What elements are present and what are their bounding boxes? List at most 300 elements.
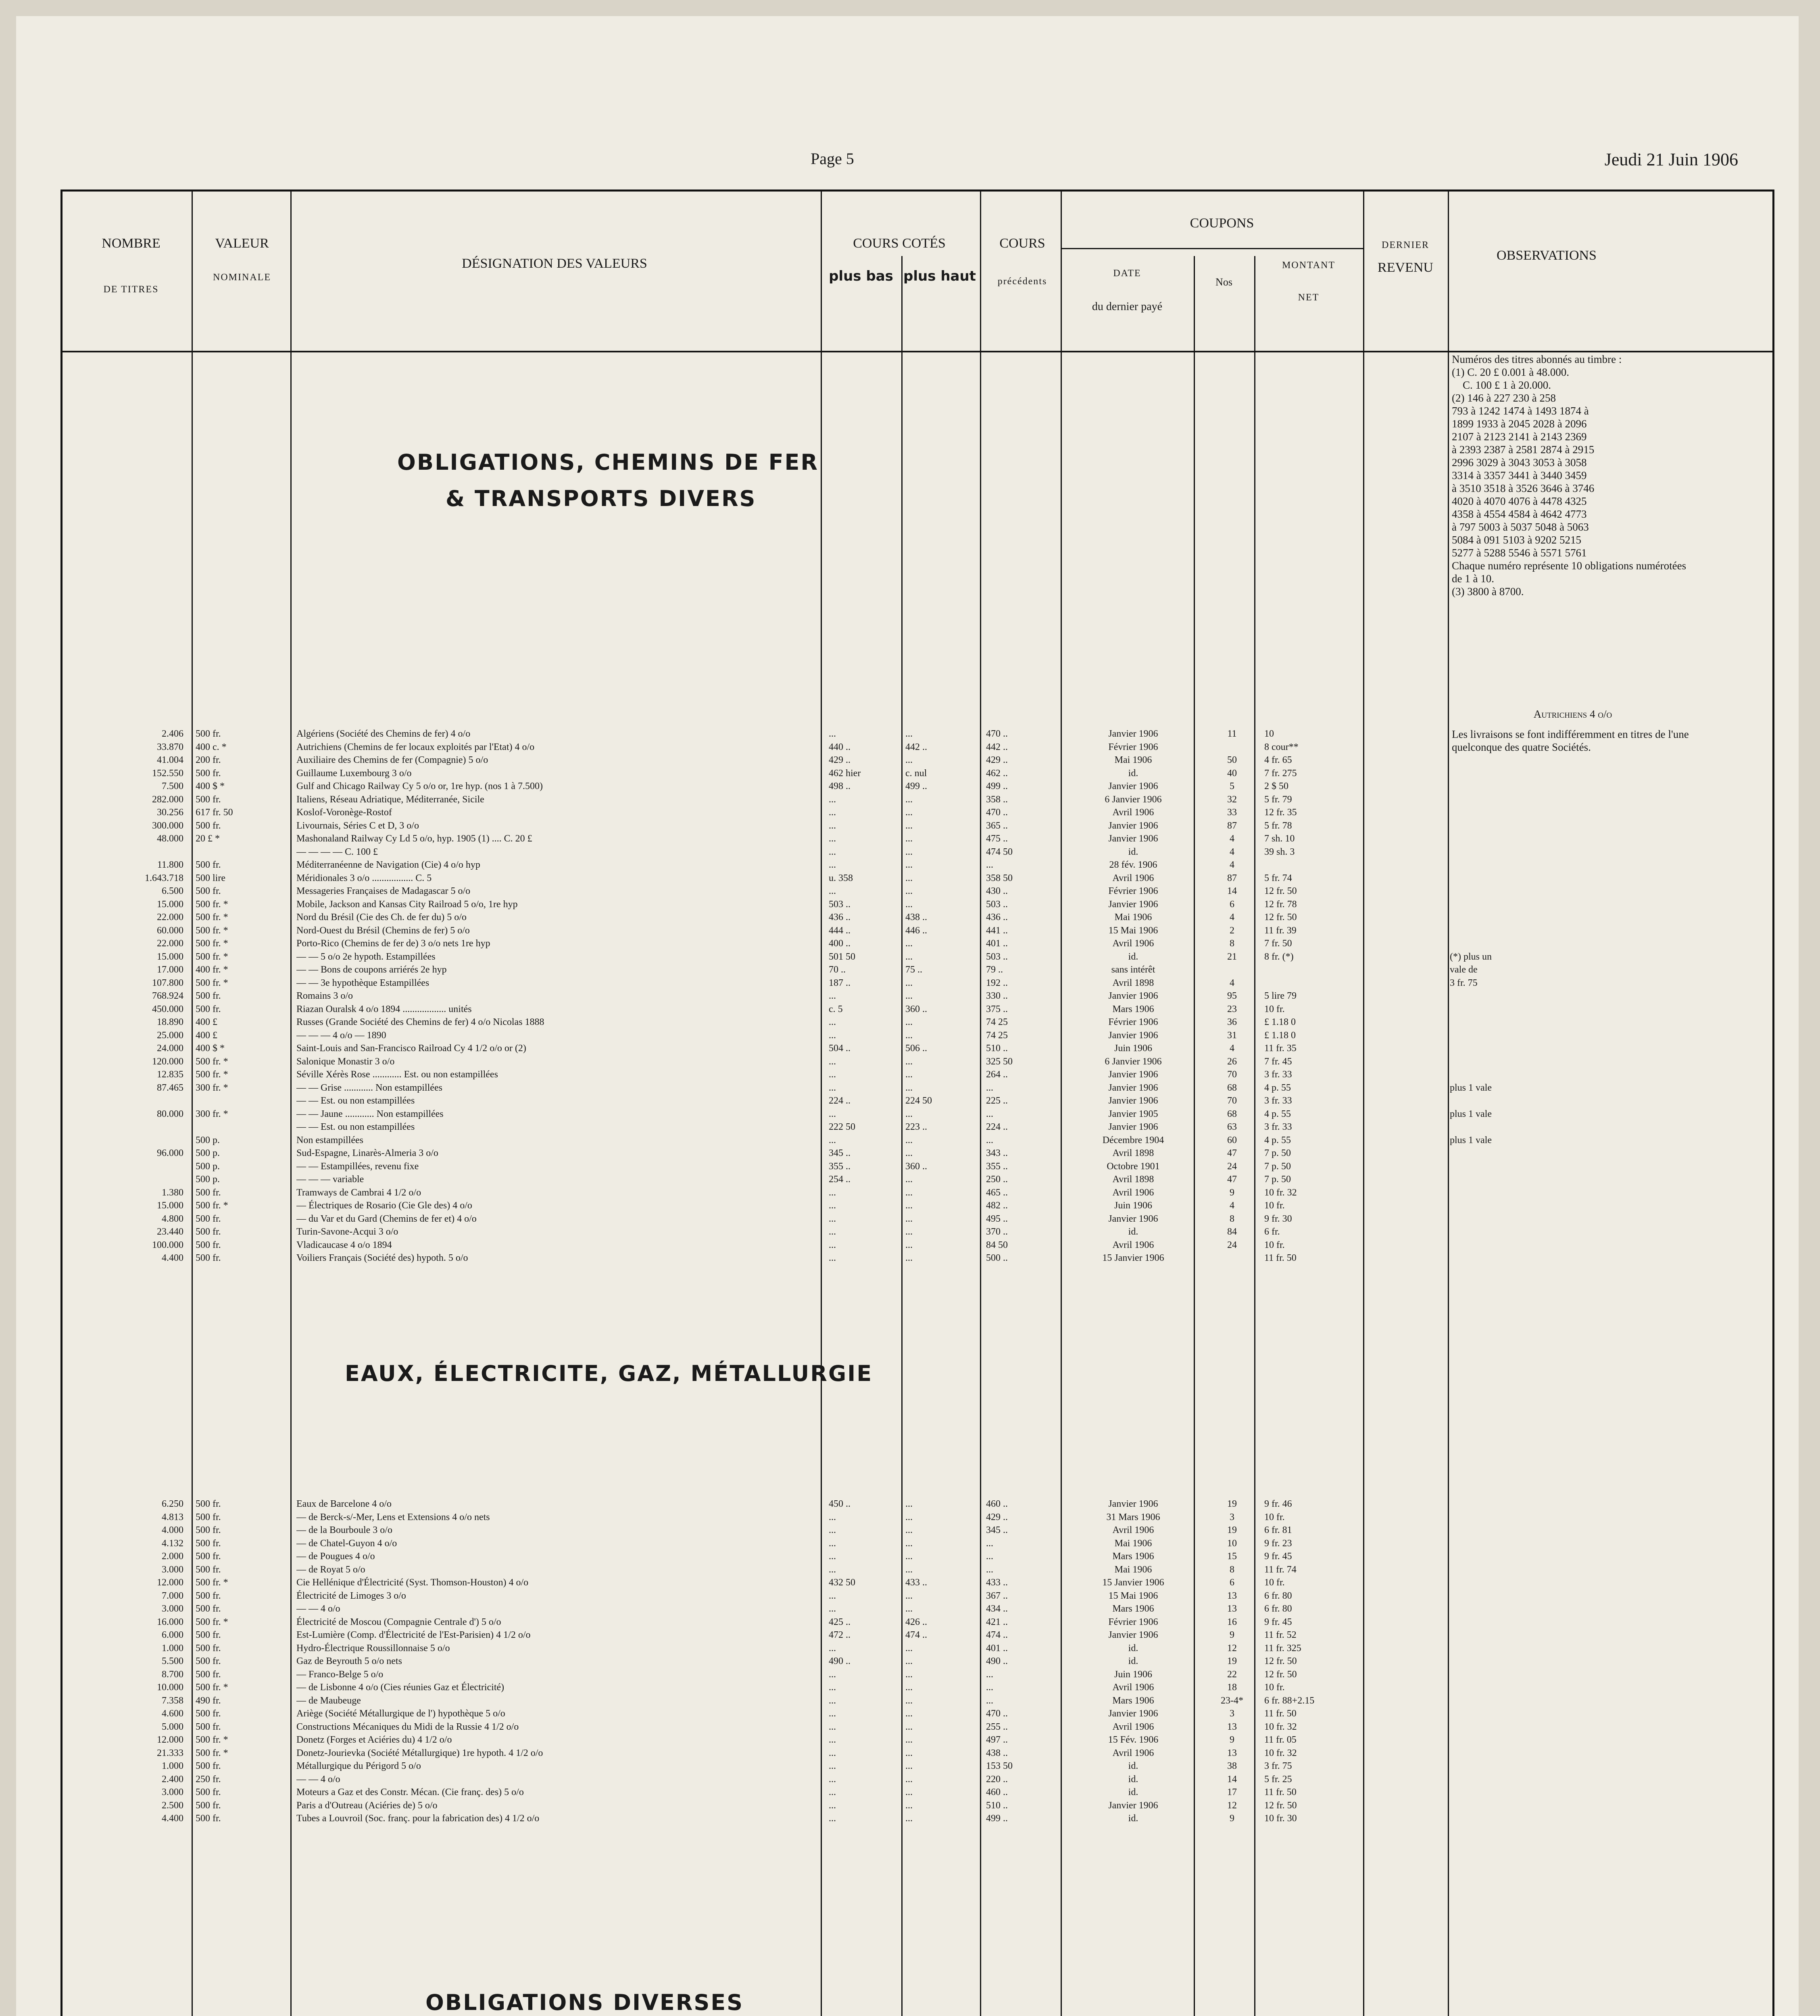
- cell-designation: Guillaume Luxembourg 3 o/o: [296, 768, 412, 779]
- cell-coupon-montant: 12 fr. 35: [1264, 807, 1297, 818]
- cell-coupon-date: Avril 1898: [1112, 1174, 1154, 1185]
- cell-cours-precedents: 475 ..: [986, 833, 1008, 844]
- cell-coupon-date: 15 Janvier 1906: [1102, 1253, 1164, 1263]
- cell-coupon-montant: 7 p. 50: [1264, 1148, 1291, 1158]
- cell-coupon-numero: 11: [1227, 729, 1237, 739]
- table-row: [63, 1760, 1772, 1772]
- cell-nombre: 1.380: [162, 1187, 183, 1198]
- table-row: [63, 1213, 1772, 1225]
- cell-valeur: 500 fr. *: [196, 1200, 228, 1211]
- cell-cours-bas: u. 358: [829, 873, 853, 883]
- cell-coupon-date: Janvier 1906: [1108, 729, 1158, 739]
- cell-nombre: 22.000: [157, 938, 183, 949]
- cell-designation: Métallurgique du Périgord 5 o/o: [296, 1761, 421, 1771]
- cell-coupon-numero: 6: [1230, 899, 1234, 910]
- cell-coupon-montant: 6 fr.: [1264, 1227, 1280, 1237]
- header-observations: OBSERVATIONS: [1497, 248, 1597, 263]
- cell-cours-haut: ...: [905, 1695, 913, 1706]
- cell-valeur: 250 fr.: [196, 1774, 221, 1785]
- section-title-eaux-electricite: EAUX, ÉLECTRICITE, GAZ, MÉTALLURGIE: [345, 1361, 873, 1386]
- cell-cours-bas: 432 50: [829, 1577, 855, 1588]
- cell-coupon-numero: 9: [1230, 1187, 1234, 1198]
- cell-cours-haut: ...: [905, 1187, 913, 1198]
- cell-nombre: 30.256: [157, 807, 183, 818]
- table-row: [63, 1786, 1772, 1798]
- cell-cours-haut: ...: [905, 1174, 913, 1185]
- cell-coupon-date: Juin 1906: [1114, 1200, 1152, 1211]
- table-row: [63, 1160, 1772, 1173]
- cell-nombre: 24.000: [157, 1043, 183, 1054]
- cell-valeur: 500 fr.: [196, 1239, 221, 1250]
- cell-coupon-date: id.: [1128, 1787, 1138, 1797]
- cell-valeur: 500 fr.: [196, 1499, 221, 1509]
- cell-observation: plus 1 vale: [1450, 1135, 1492, 1145]
- header-plus-bas: plus bas: [829, 268, 893, 284]
- cell-coupon-date: Juin 1906: [1114, 1669, 1152, 1680]
- cell-coupon-date: Janvier 1905: [1108, 1108, 1158, 1119]
- header-cours: COURS: [999, 236, 1045, 251]
- cell-cours-precedents: 429 ..: [986, 755, 1008, 765]
- cell-coupon-numero: 22: [1227, 1669, 1237, 1680]
- cell-nombre: 12.835: [157, 1069, 183, 1080]
- cell-coupon-montant: 5 lire 79: [1264, 991, 1297, 1001]
- cell-cours-haut: ...: [905, 886, 913, 896]
- cell-coupon-date: Avril 1906: [1112, 1239, 1154, 1250]
- table-row: [63, 964, 1772, 976]
- table-row: [63, 1734, 1772, 1746]
- cell-coupon-date: id.: [1128, 1774, 1138, 1785]
- cell-cours-haut: ...: [905, 1108, 913, 1119]
- cell-coupon-numero: 24: [1227, 1161, 1237, 1172]
- cell-coupon-montant: 4 p. 55: [1264, 1108, 1291, 1119]
- cell-coupon-date: Janvier 1906: [1108, 1082, 1158, 1093]
- cell-coupon-montant: 6 fr. 80: [1264, 1604, 1292, 1614]
- cell-designation: Sud-Espagne, Linarès-Almeria 3 o/o: [296, 1148, 438, 1158]
- cell-coupon-montant: 10 fr.: [1264, 1004, 1285, 1014]
- cell-coupon-date: id.: [1128, 1643, 1138, 1654]
- cell-cours-bas: ...: [829, 1082, 836, 1093]
- cell-coupon-date: Janvier 1906: [1108, 1122, 1158, 1132]
- cell-cours-precedents: 474 ..: [986, 1630, 1008, 1640]
- cell-valeur: 500 fr. *: [196, 938, 228, 949]
- cell-designation: — — — — C. 100 £: [296, 846, 378, 857]
- cell-cours-precedents: 436 ..: [986, 912, 1008, 923]
- cell-designation: — de Chatel-Guyon 4 o/o: [296, 1538, 397, 1549]
- cell-coupon-montant: 12 fr. 50: [1264, 886, 1297, 896]
- cell-coupon-date: Avril 1906: [1112, 1721, 1154, 1732]
- cell-cours-precedents: 510 ..: [986, 1043, 1008, 1054]
- cell-nombre: 87.465: [157, 1082, 183, 1093]
- cell-valeur: 500 fr.: [196, 1538, 221, 1549]
- cell-nombre: 5.500: [162, 1656, 183, 1666]
- cell-cours-bas: ...: [829, 1590, 836, 1601]
- cell-valeur: 500 fr.: [196, 820, 221, 831]
- cell-valeur: 500 fr.: [196, 860, 221, 870]
- table-row: [63, 925, 1772, 937]
- header-net: NET: [1298, 292, 1320, 303]
- cell-coupon-numero: 87: [1227, 873, 1237, 883]
- cell-designation: Italiens, Réseau Adriatique, Méditerranée, Sicile: [296, 794, 484, 805]
- cell-designation: — — 5 o/o 2e hypoth. Estampillées: [296, 951, 436, 962]
- cell-cours-bas: c. 5: [829, 1004, 843, 1014]
- cell-coupon-montant: 10: [1264, 729, 1274, 739]
- cell-designation: Ariège (Société Métallurgique de l') hypothèque 5 o/o: [296, 1708, 505, 1719]
- cell-nombre: 11.800: [157, 860, 183, 870]
- cell-nombre: 120.000: [152, 1056, 183, 1067]
- cell-cours-precedents: ...: [986, 1695, 993, 1706]
- section-title-chemins-de-fer: OBLIGATIONS, CHEMINS DE FER: [397, 450, 819, 475]
- cell-cours-precedents: 264 ..: [986, 1069, 1008, 1080]
- table-row: [63, 1187, 1772, 1199]
- cell-cours-precedents: 433 ..: [986, 1577, 1008, 1588]
- cell-coupon-date: id.: [1128, 846, 1138, 857]
- cell-coupon-montant: 10 fr. 32: [1264, 1721, 1297, 1732]
- cell-cours-haut: ...: [905, 1761, 913, 1771]
- cell-coupon-numero: 23-4*: [1221, 1695, 1243, 1706]
- cell-cours-precedents: 401 ..: [986, 938, 1008, 949]
- cell-cours-bas: ...: [829, 1708, 836, 1719]
- cell-coupon-numero: 19: [1227, 1525, 1237, 1535]
- cell-coupon-date: Janvier 1906: [1108, 1630, 1158, 1640]
- cell-cours-haut: ...: [905, 1239, 913, 1250]
- cell-designation: — — Estampillées, revenu fixe: [296, 1161, 419, 1172]
- cell-coupon-numero: 50: [1227, 755, 1237, 765]
- cell-coupon-montant: 9 fr. 30: [1264, 1213, 1292, 1224]
- cell-coupon-numero: 10: [1227, 1538, 1237, 1549]
- cell-cours-haut: ...: [905, 1056, 913, 1067]
- cell-designation: Donetz (Forges et Aciéries du) 4 1/2 o/o: [296, 1735, 452, 1745]
- cell-coupon-date: Juin 1906: [1114, 1043, 1152, 1054]
- table-row: [63, 1134, 1772, 1146]
- cell-cours-bas: ...: [829, 1800, 836, 1811]
- cell-coupon-date: Janvier 1906: [1108, 899, 1158, 910]
- cell-cours-haut: c. nul: [905, 768, 927, 779]
- cell-coupon-date: sans intérêt: [1111, 964, 1155, 975]
- cell-cours-bas: ...: [829, 1187, 836, 1198]
- cell-cours-haut: ...: [905, 1708, 913, 1719]
- cell-nombre: 4.400: [162, 1813, 183, 1824]
- cell-valeur: 500 fr.: [196, 794, 221, 805]
- cell-coupon-date: Février 1906: [1108, 1616, 1158, 1627]
- cell-valeur: 500 fr. *: [196, 977, 228, 988]
- cell-cours-precedents: 74 25: [986, 1017, 1008, 1027]
- table-row: [63, 911, 1772, 923]
- cell-coupon-numero: 6: [1230, 1577, 1234, 1588]
- cell-cours-bas: ...: [829, 833, 836, 844]
- cell-coupon-date: Janvier 1906: [1108, 1499, 1158, 1509]
- cell-cours-precedents: ...: [986, 1682, 993, 1693]
- cell-cours-bas: 504 ..: [829, 1043, 851, 1054]
- cell-nombre: 22.000: [157, 912, 183, 923]
- cell-cours-bas: 429 ..: [829, 755, 851, 765]
- cell-coupon-montant: 3 fr. 75: [1264, 1761, 1292, 1771]
- cell-cours-bas: ...: [829, 886, 836, 896]
- cell-cours-haut: ...: [905, 1604, 913, 1614]
- cell-cours-precedents: 499 ..: [986, 781, 1008, 791]
- cell-cours-bas: ...: [829, 1747, 836, 1758]
- cell-coupon-numero: 9: [1230, 1630, 1234, 1640]
- cell-cours-precedents: 365 ..: [986, 820, 1008, 831]
- cell-cours-bas: ...: [829, 1682, 836, 1693]
- cell-coupon-numero: 70: [1227, 1069, 1237, 1080]
- cell-nombre: 1.000: [162, 1643, 183, 1654]
- cell-coupon-date: id.: [1128, 1227, 1138, 1237]
- cell-cours-precedents: 343 ..: [986, 1148, 1008, 1158]
- cell-coupon-numero: 13: [1227, 1721, 1237, 1732]
- cell-valeur: 500 fr.: [196, 1253, 221, 1263]
- cell-nombre: 33.870: [157, 741, 183, 752]
- cell-cours-precedents: 401 ..: [986, 1643, 1008, 1654]
- cell-coupon-montant: 4 p. 55: [1264, 1082, 1291, 1093]
- table-row: [63, 1812, 1772, 1824]
- cell-designation: Romains 3 o/o: [296, 991, 353, 1001]
- cell-cours-bas: ...: [829, 1056, 836, 1067]
- cell-coupon-numero: 32: [1227, 794, 1237, 805]
- cell-designation: Nord-Ouest du Brésil (Chemins de fer) 5 o/o: [296, 925, 470, 936]
- cell-coupon-montant: 3 fr. 33: [1264, 1069, 1292, 1080]
- cell-cours-haut: ...: [905, 873, 913, 883]
- header-montant: MONTANT: [1282, 260, 1336, 271]
- cell-coupon-montant: 4 fr. 65: [1264, 755, 1292, 765]
- cell-cours-haut: ...: [905, 820, 913, 831]
- table-row: [63, 1108, 1772, 1120]
- cell-cours-bas: ...: [829, 1239, 836, 1250]
- cell-coupon-montant: 6 fr. 80: [1264, 1590, 1292, 1601]
- cell-coupon-numero: 95: [1227, 991, 1237, 1001]
- cell-coupon-numero: 2: [1230, 925, 1234, 936]
- table-row: [63, 1655, 1772, 1667]
- cell-designation: Algériens (Société des Chemins de fer) 4 o/o: [296, 729, 471, 739]
- cell-designation: Vladicaucase 4 o/o 1894: [296, 1239, 392, 1250]
- cell-coupon-date: 6 Janvier 1906: [1105, 794, 1162, 805]
- cell-nombre: 3.000: [162, 1604, 183, 1614]
- cell-coupon-date: Mars 1906: [1112, 1604, 1154, 1614]
- cell-cours-haut: 360 ..: [905, 1004, 927, 1014]
- cell-coupon-date: Avril 1906: [1112, 1682, 1154, 1693]
- table-row: [63, 951, 1772, 963]
- issue-date: Jeudi 21 Juin 1906: [1604, 150, 1738, 169]
- cell-cours-precedents: 370 ..: [986, 1227, 1008, 1237]
- cell-coupon-date: Janvier 1906: [1108, 1030, 1158, 1041]
- cell-coupon-montant: 6 fr. 81: [1264, 1525, 1292, 1535]
- cell-cours-bas: 70 ..: [829, 964, 846, 975]
- cell-coupon-montant: 10 fr. 30: [1264, 1813, 1297, 1824]
- cell-coupon-numero: 9: [1230, 1813, 1234, 1824]
- cell-cours-bas: ...: [829, 991, 836, 1001]
- cell-designation: Livournais, Séries C et D, 3 o/o: [296, 820, 419, 831]
- cell-coupon-montant: 8 fr. (*): [1264, 951, 1294, 962]
- table-row: [63, 1082, 1772, 1094]
- table-row: [63, 859, 1772, 871]
- cell-designation: — Franco-Belge 5 o/o: [296, 1669, 384, 1680]
- cell-coupon-montant: 4 p. 55: [1264, 1135, 1291, 1145]
- cell-nombre: 8.700: [162, 1669, 183, 1680]
- cell-valeur: 500 fr.: [196, 1669, 221, 1680]
- cell-cours-bas: ...: [829, 1564, 836, 1575]
- cell-coupon-numero: 9: [1230, 1735, 1234, 1745]
- cell-coupon-montant: 6 fr. 88+2.15: [1264, 1695, 1315, 1706]
- cell-coupon-montant: 9 fr. 45: [1264, 1551, 1292, 1562]
- table-row: [63, 1524, 1772, 1536]
- cell-cours-haut: 433 ..: [905, 1577, 927, 1588]
- table-row: [63, 1577, 1772, 1589]
- cell-coupon-numero: 63: [1227, 1122, 1237, 1132]
- cell-coupon-numero: 18: [1227, 1682, 1237, 1693]
- cell-cours-precedents: 345 ..: [986, 1525, 1008, 1535]
- cell-coupon-date: Janvier 1906: [1108, 820, 1158, 831]
- cell-coupon-numero: 70: [1227, 1095, 1237, 1106]
- cell-cours-bas: ...: [829, 1253, 836, 1263]
- cell-cours-bas: ...: [829, 1538, 836, 1549]
- cell-valeur: 500 fr.: [196, 1761, 221, 1771]
- cell-coupon-date: Avril 1906: [1112, 807, 1154, 818]
- cell-cours-bas: ...: [829, 807, 836, 818]
- cell-nombre: 4.000: [162, 1525, 183, 1535]
- cell-designation: Riazan Ouralsk 4 o/o 1894 .................. unités: [296, 1004, 472, 1014]
- cell-coupon-montant: 7 fr. 45: [1264, 1056, 1292, 1067]
- cell-designation: — de Lisbonne 4 o/o (Cies réunies Gaz et Électricité): [296, 1682, 505, 1693]
- cell-valeur: 500 fr. *: [196, 1682, 228, 1693]
- header-cours-cotes: COURS COTÉS: [853, 236, 946, 251]
- cell-cours-bas: ...: [829, 1227, 836, 1237]
- table-row: [63, 1695, 1772, 1707]
- cell-designation: Porto-Rico (Chemins de fer de) 3 o/o nets 1re hyp: [296, 938, 490, 949]
- table-row: [63, 1016, 1772, 1028]
- cell-cours-haut: ...: [905, 1774, 913, 1785]
- cell-coupon-montant: 10 fr.: [1264, 1200, 1285, 1211]
- cell-coupon-date: id.: [1128, 1656, 1138, 1666]
- cell-designation: Saint-Louis and San-Francisco Railroad Cy 4 1/2 o/o or (2): [296, 1043, 526, 1054]
- cell-valeur: 500 p.: [196, 1135, 220, 1145]
- cell-nombre: 23.440: [157, 1227, 183, 1237]
- cell-coupon-numero: 87: [1227, 820, 1237, 831]
- table-row: [63, 977, 1772, 989]
- cell-coupon-date: Janvier 1906: [1108, 1213, 1158, 1224]
- cell-nombre: 2.406: [162, 729, 183, 739]
- page-header: [65, 145, 1750, 181]
- cell-cours-bas: ...: [829, 1525, 836, 1535]
- header-coupons: COUPONS: [1190, 216, 1254, 231]
- cell-valeur: 617 fr. 50: [196, 807, 233, 818]
- cell-coupon-date: Avril 1906: [1112, 1747, 1154, 1758]
- cell-coupon-numero: 24: [1227, 1239, 1237, 1250]
- cell-designation: Paris a d'Outreau (Aciéries de) 5 o/o: [296, 1800, 438, 1811]
- cell-designation: — — 4 o/o: [296, 1774, 340, 1785]
- cell-coupon-montant: £ 1.18 0: [1264, 1030, 1296, 1041]
- cell-cours-bas: ...: [829, 1200, 836, 1211]
- cell-cours-haut: 442 ..: [905, 741, 927, 752]
- cell-cours-bas: ...: [829, 1030, 836, 1041]
- cell-nombre: 4.132: [162, 1538, 183, 1549]
- cell-nombre: 21.333: [157, 1747, 183, 1758]
- cell-coupon-montant: 10 fr.: [1264, 1512, 1285, 1522]
- cell-coupon-numero: 12: [1227, 1643, 1237, 1654]
- cell-coupon-numero: 4: [1230, 977, 1234, 988]
- cell-cours-haut: ...: [905, 1669, 913, 1680]
- cell-nombre: 152.550: [152, 768, 183, 779]
- cell-observation: plus 1 vale: [1450, 1108, 1492, 1119]
- cell-cours-bas: ...: [829, 729, 836, 739]
- cell-cours-haut: ...: [905, 1512, 913, 1522]
- cell-cours-precedents: 503 ..: [986, 951, 1008, 962]
- cell-nombre: 2.000: [162, 1551, 183, 1562]
- cell-cours-precedents: 462 ..: [986, 768, 1008, 779]
- cell-cours-precedents: 500 ..: [986, 1253, 1008, 1263]
- cell-valeur: 500 fr.: [196, 1721, 221, 1732]
- cell-nombre: 768.924: [152, 991, 183, 1001]
- cell-designation: Méridionales 3 o/o ................. C. 5: [296, 873, 432, 883]
- cell-coupon-numero: 12: [1227, 1800, 1237, 1811]
- cell-cours-bas: ...: [829, 1761, 836, 1771]
- cell-cours-precedents: 330 ..: [986, 991, 1008, 1001]
- table-row: [63, 1564, 1772, 1576]
- cell-nombre: 48.000: [157, 833, 183, 844]
- cell-coupon-date: Janvier 1906: [1108, 781, 1158, 791]
- observations-autrichiens-text: Les livraisons se font indifféremment en titres de l'une quelconque des quatre Sociétés.: [1452, 728, 1692, 753]
- table-row: [63, 1550, 1772, 1562]
- table-row: [63, 990, 1772, 1002]
- cell-valeur: 500 fr.: [196, 886, 221, 896]
- cell-designation: Séville Xérès Rose ............ Est. ou non estampillées: [296, 1069, 498, 1080]
- cell-cours-haut: 438 ..: [905, 912, 927, 923]
- cell-cours-precedents: 358 ..: [986, 794, 1008, 805]
- cell-coupon-date: Décembre 1904: [1102, 1135, 1164, 1145]
- cell-cours-precedents: 153 50: [986, 1761, 1013, 1771]
- page-number: Page 5: [811, 150, 854, 168]
- cell-coupon-montant: 7 p. 50: [1264, 1161, 1291, 1172]
- cell-coupon-numero: 26: [1227, 1056, 1237, 1067]
- cell-nombre: 25.000: [157, 1030, 183, 1041]
- cell-cours-precedents: 470 ..: [986, 1708, 1008, 1719]
- table-row: [63, 1239, 1772, 1251]
- cell-coupon-date: 6 Janvier 1906: [1105, 1056, 1162, 1067]
- table-row: [63, 1252, 1772, 1264]
- header-plus-haut: plus haut: [903, 268, 976, 284]
- cell-cours-bas: ...: [829, 1135, 836, 1145]
- cell-nombre: 3.000: [162, 1787, 183, 1797]
- cell-designation: Méditerranéenne de Navigation (Cie) 4 o/o hyp: [296, 860, 480, 870]
- cell-cours-precedents: ...: [986, 1108, 993, 1119]
- cell-coupon-date: Octobre 1901: [1107, 1161, 1160, 1172]
- cell-cours-precedents: 438 ..: [986, 1747, 1008, 1758]
- cell-cours-precedents: ...: [986, 860, 993, 870]
- cell-cours-haut: ...: [905, 729, 913, 739]
- table-row: [63, 1629, 1772, 1641]
- cell-cours-bas: 498 ..: [829, 781, 851, 791]
- cell-valeur: 500 p.: [196, 1161, 220, 1172]
- cell-nombre: 12.000: [157, 1577, 183, 1588]
- cell-nombre: 6.000: [162, 1630, 183, 1640]
- cell-designation: Est-Lumière (Comp. d'Électricité de l'Est-Parisien) 4 1/2 o/o: [296, 1630, 531, 1640]
- cell-coupon-montant: 10 fr. 32: [1264, 1187, 1297, 1198]
- cell-coupon-numero: 4: [1230, 1200, 1234, 1211]
- cell-nombre: 4.400: [162, 1253, 183, 1263]
- cell-coupon-date: Janvier 1906: [1108, 1095, 1158, 1106]
- cell-valeur: 400 $ *: [196, 1043, 225, 1054]
- header-revenu: REVENU: [1378, 260, 1433, 275]
- cell-valeur: 500 fr.: [196, 1630, 221, 1640]
- cell-cours-haut: ...: [905, 1538, 913, 1549]
- cell-designation: — — Est. ou non estampillées: [296, 1122, 415, 1132]
- cell-coupon-numero: 8: [1230, 938, 1234, 949]
- cell-coupon-numero: 3: [1230, 1708, 1234, 1719]
- cell-cours-precedents: 460 ..: [986, 1499, 1008, 1509]
- cell-nombre: 17.000: [157, 964, 183, 975]
- header-de-titres: DE TITRES: [103, 284, 159, 295]
- cell-cours-haut: ...: [905, 1069, 913, 1080]
- cell-coupon-numero: 60: [1227, 1135, 1237, 1145]
- table-row: [63, 1668, 1772, 1681]
